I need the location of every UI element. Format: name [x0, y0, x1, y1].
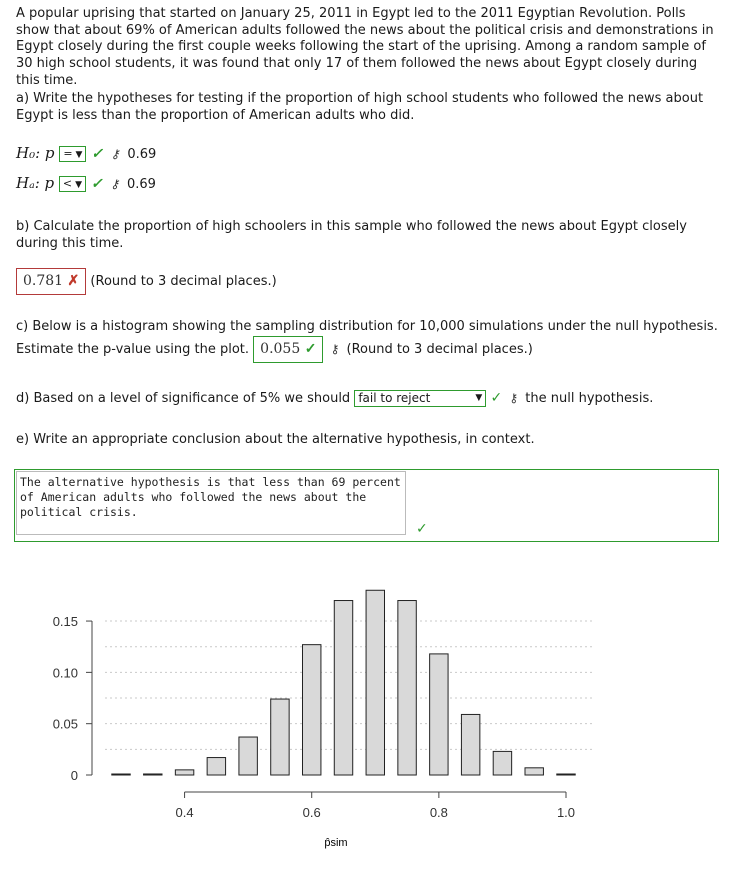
histogram-bar — [461, 714, 479, 775]
y-tick-label: 0.10 — [52, 665, 78, 681]
histogram-bar — [398, 601, 416, 775]
part-e-question: e) Write an appropriate conclusion about the alternative hypothesis, in context. — [16, 432, 535, 447]
x-tick-label: 0.8 — [429, 805, 448, 820]
decision-select[interactable]: fail to reject ▼ — [354, 390, 486, 407]
y-tick-label: 0.15 — [52, 614, 78, 630]
key-icon[interactable]: ⚷ — [509, 391, 519, 405]
histogram-bars — [112, 590, 575, 775]
histogram-bar — [302, 645, 320, 775]
chevron-down-icon: ▼ — [475, 393, 483, 403]
part-c-hint: (Round to 3 decimal places.) — [346, 342, 533, 357]
histogram-bar — [144, 774, 162, 775]
chevron-down-icon: ▼ — [75, 150, 83, 160]
part-d-prefix: d) Based on a level of significance of 5% we should — [16, 391, 351, 406]
check-icon: ✓ — [90, 176, 103, 192]
ha-row — [16, 175, 156, 194]
h0-row — [16, 145, 156, 164]
h0-operator-select[interactable]: = ▼ — [59, 146, 86, 162]
part-b-hint: (Round to 3 decimal places.) — [90, 274, 277, 289]
check-icon: ✓ — [304, 341, 317, 357]
histogram-bar — [239, 737, 257, 775]
part-a-question: a) Write the hypotheses for testing if the proportion of high school students who followed the news about Egypt is less than the proportion of American adults who did. — [16, 91, 704, 123]
y-tick-label: 0.05 — [52, 716, 78, 732]
part-d-suffix: the null hypothesis. — [525, 391, 654, 406]
x-tick-label: 1.0 — [556, 805, 576, 820]
key-icon[interactable]: ⚷ — [110, 177, 120, 191]
intro-text: A popular uprising that started on January 25, 2011 in Egypt led to the 2011 Egyptian Revolution. Polls show that about 69% of American adults followed the news about the political crisis and demonstrations in Egypt closely during the first couple weeks following the start of the uprising. Among a random sample of 30 high school students, it was found that only 17 of them followed the news about Egypt closely during this time. — [16, 6, 714, 88]
histogram-bar — [525, 768, 543, 775]
part-c-question: c) Below is a histogram showing the sampling distribution for 10,000 simulations under the null hypothesis. — [16, 319, 718, 334]
h0-value: 0.69 — [127, 147, 157, 162]
part-c-answer-row — [16, 336, 533, 363]
chevron-down-icon: ▼ — [75, 180, 83, 190]
part-c-prompt: Estimate the p-value using the plot. — [16, 342, 250, 357]
x-tick-label: 0.6 — [302, 805, 321, 820]
sampling-distribution-histogram — [0, 565, 738, 865]
h0-label: H₀: p — [16, 144, 55, 162]
histogram-bar — [430, 654, 448, 775]
histogram-bar — [493, 751, 511, 775]
part-b-answer-row — [16, 268, 277, 295]
x-tick-label: 0.4 — [175, 805, 194, 820]
check-icon: ✓ — [490, 390, 503, 406]
x-icon: ✗ — [67, 273, 80, 289]
ha-operator-select[interactable]: < ▼ — [59, 176, 86, 192]
ha-label: Hₐ: p — [16, 174, 55, 192]
histogram-bar — [557, 774, 575, 775]
histogram-bar — [207, 758, 225, 775]
histogram-bar — [334, 601, 352, 775]
histogram-bar — [112, 774, 130, 775]
histogram-bar — [366, 590, 384, 775]
check-icon: ✓ — [91, 146, 103, 162]
p-value-input[interactable]: 0.055 ✓ — [253, 336, 323, 363]
ha-value: 0.69 — [126, 177, 156, 192]
conclusion-textarea[interactable] — [16, 471, 406, 535]
check-icon: ✓ — [416, 521, 428, 537]
y-tick-label: 0 — [70, 768, 78, 783]
part-d-row — [16, 390, 653, 408]
histogram-bar — [175, 770, 193, 775]
part-b-question: b) Calculate the proportion of high schoolers in this sample who followed the news about Egypt closely during this time. — [16, 219, 687, 251]
x-axis-label: p̂sim — [324, 837, 348, 849]
histogram-bar — [271, 699, 289, 775]
key-icon[interactable]: ⚷ — [110, 147, 120, 161]
sample-proportion-input[interactable]: 0.781 ✗ — [16, 268, 86, 295]
key-icon[interactable]: ⚷ — [330, 342, 340, 356]
